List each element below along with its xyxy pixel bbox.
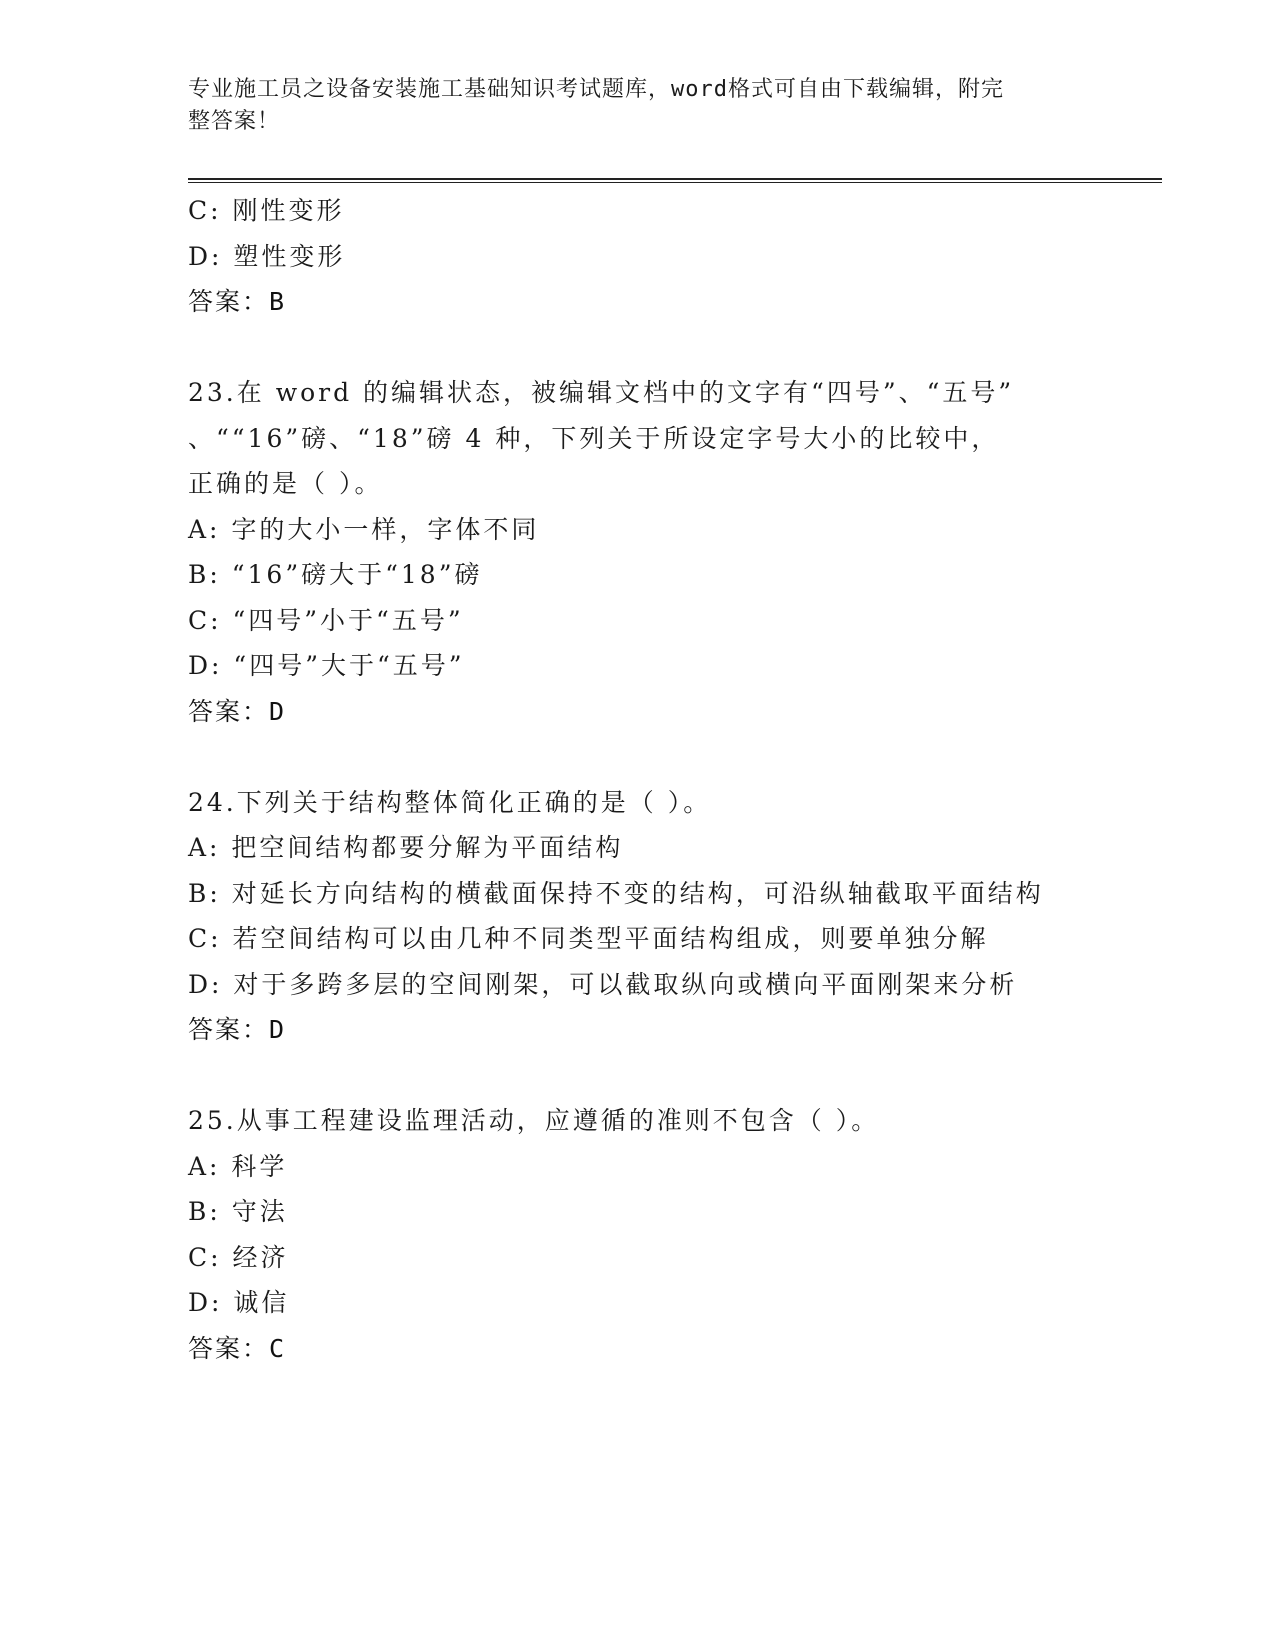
q25-option-b: B: 守法 (188, 1197, 288, 1226)
spacer (188, 325, 1162, 371)
q23-stem-line-2: 、““16”磅、“18”磅 4 种，下列关于所设定字号大小的比较中， (188, 423, 1000, 453)
question-24 (188, 780, 1162, 1053)
q22-answer: 答案：B (188, 287, 287, 316)
question-25 (188, 1098, 1162, 1371)
q25-option-a: A: 科学 (188, 1151, 288, 1181)
q22-option-d: D: 塑性变形 (188, 241, 346, 271)
q23-stem-line-1: 23.在 word 的编辑状态，被编辑文档中的文字有“四号”、“五号” (188, 378, 1015, 407)
header-line-1: 专业施工员之设备安装施工基础知识考试题库，word格式可自由下载编辑，附完 (188, 77, 1004, 102)
q24-answer: 答案：D (188, 1015, 287, 1044)
spacer (188, 1053, 1162, 1099)
q25-answer: 答案：C (188, 1333, 287, 1363)
question-list (188, 188, 1162, 1371)
q23-option-c: C: “四号”小于“五号” (188, 605, 464, 635)
q25-option-c: C: 经济 (188, 1242, 289, 1272)
header-line-2: 整答案！ (188, 109, 281, 134)
q23-answer: 答案：D (188, 696, 287, 726)
q23-option-d: D: “四号”大于“五号” (188, 651, 465, 680)
q22-option-c: C: 刚性变形 (188, 196, 345, 225)
q23-option-b: B: “16”磅大于“18”磅 (188, 560, 483, 589)
q24-option-d: D: 对于多跨多层的空间刚架，可以截取纵向或横向平面刚架来分析 (188, 969, 1018, 999)
q24-option-a: A: 把空间结构都要分解为平面结构 (188, 833, 624, 862)
question-23 (188, 370, 1162, 734)
q24-option-c: C: 若空间结构可以由几种不同类型平面结构组成，则要单独分解 (188, 924, 989, 953)
header-divider (188, 178, 1162, 183)
spacer (188, 734, 1162, 780)
q23-option-a: A: 字的大小一样，字体不同 (188, 514, 540, 544)
document-header (188, 74, 1088, 138)
q25-stem: 25.从事工程建设监理活动，应遵循的准则不包含（ ）。 (188, 1106, 880, 1135)
q24-option-b: B: 对延长方向结构的横截面保持不变的结构，可沿纵轴截取平面结构 (188, 878, 1044, 908)
q25-option-d: D: 诚信 (188, 1288, 290, 1317)
question-22-tail (188, 188, 1162, 325)
q23-stem-line-3: 正确的是（ ）。 (188, 469, 383, 498)
q24-stem: 24.下列关于结构整体简化正确的是（ ）。 (188, 787, 712, 817)
